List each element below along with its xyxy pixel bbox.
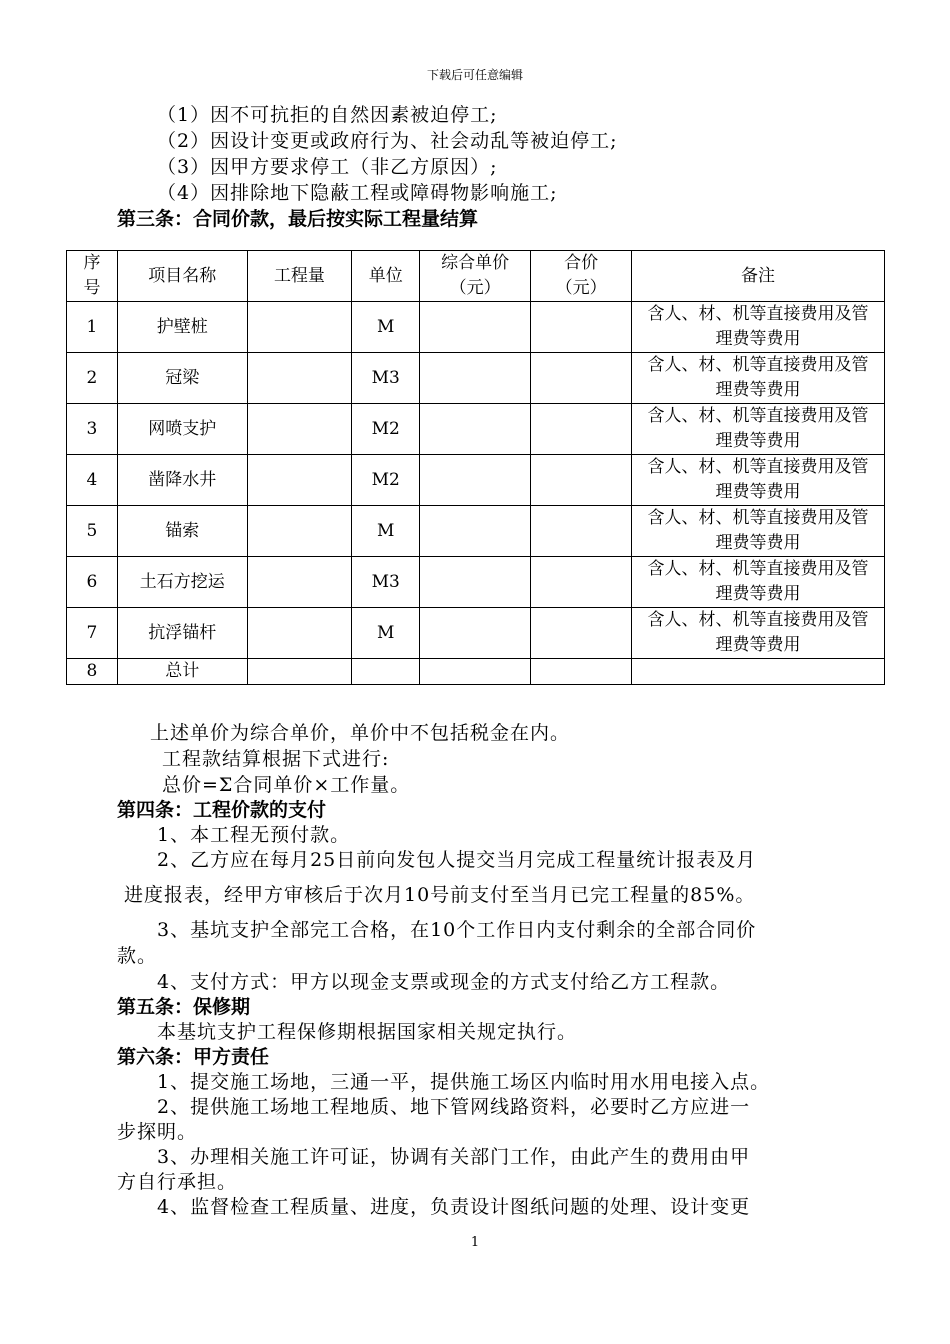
body-line: 总价=Σ合同单价×工作量。 <box>162 774 411 796</box>
table-row <box>67 506 885 557</box>
cell-seq: 8 <box>67 659 118 685</box>
table-header-row <box>67 251 885 302</box>
cell-seq: 5 <box>67 506 118 557</box>
cell-qty <box>247 353 352 404</box>
cell-unit: M <box>352 506 420 557</box>
body-line: 1、本工程无预付款。 <box>157 824 351 846</box>
body-line: 上述单价为综合单价，单价中不包括税金在内。 <box>150 722 571 744</box>
body-line: 2、乙方应在每月25日前向发包人提交当月完成工程量统计报表及月 <box>157 849 757 871</box>
cell-remark: 含人、材、机等直接费用及管理费等费用 <box>632 506 885 557</box>
body-line: 本基坑支护工程保修期根据国家相关规定执行。 <box>157 1021 578 1043</box>
cell-unit: M2 <box>352 455 420 506</box>
header-remark: 备注 <box>632 251 885 302</box>
cell-qty <box>247 557 352 608</box>
cell-unit-price <box>420 455 531 506</box>
clause-line: （2）因设计变更或政府行为、社会动乱等被迫停工; <box>157 130 618 152</box>
header-name: 项目名称 <box>117 251 247 302</box>
clause-line: （1）因不可抗拒的自然因素被迫停工; <box>157 104 498 126</box>
cell-remark: 含人、材、机等直接费用及管理费等费用 <box>632 557 885 608</box>
header-unit: 单位 <box>352 251 420 302</box>
cell-name: 总计 <box>117 659 247 685</box>
price-table <box>66 250 885 685</box>
page-header: 下载后可任意编辑 <box>426 68 523 82</box>
body-line: 3、办理相关施工许可证，协调有关部门工作，由此产生的费用由甲 <box>157 1146 751 1168</box>
body-line: 步探明。 <box>117 1121 198 1143</box>
cell-remark: 含人、材、机等直接费用及管理费等费用 <box>632 404 885 455</box>
cell-seq: 7 <box>67 608 118 659</box>
table-row <box>67 353 885 404</box>
table-row <box>67 302 885 353</box>
body-line: 方自行承担。 <box>117 1171 238 1193</box>
cell-unit-price <box>420 302 531 353</box>
cell-total <box>531 455 632 506</box>
cell-unit-price <box>420 608 531 659</box>
table-row <box>67 455 885 506</box>
cell-qty <box>247 302 352 353</box>
cell-seq: 1 <box>67 302 118 353</box>
cell-remark <box>632 659 885 685</box>
header-qty: 工程量 <box>247 251 352 302</box>
cell-name: 冠梁 <box>117 353 247 404</box>
cell-unit: M3 <box>352 557 420 608</box>
cell-qty <box>247 506 352 557</box>
cell-total <box>531 353 632 404</box>
table-total-row <box>67 659 885 685</box>
article5-heading: 第五条：保修期 <box>117 996 251 1018</box>
body-line: 4、监督检查工程质量、进度，负责设计图纸问题的处理、设计变更 <box>157 1196 751 1218</box>
cell-qty <box>247 455 352 506</box>
cell-seq: 2 <box>67 353 118 404</box>
cell-unit: M <box>352 302 420 353</box>
cell-total <box>531 302 632 353</box>
table-row <box>67 557 885 608</box>
cell-qty <box>247 404 352 455</box>
cell-remark: 含人、材、机等直接费用及管理费等费用 <box>632 302 885 353</box>
header-total: 合价（元） <box>531 251 632 302</box>
header-unit-price: 综合单价（元） <box>420 251 531 302</box>
table-row <box>67 608 885 659</box>
body-line: 款。 <box>117 945 158 967</box>
body-line: 3、基坑支护全部完工合格，在10个工作日内支付剩余的全部合同价 <box>157 919 757 941</box>
cell-remark: 含人、材、机等直接费用及管理费等费用 <box>632 455 885 506</box>
cell-qty <box>247 659 352 685</box>
cell-remark: 含人、材、机等直接费用及管理费等费用 <box>632 353 885 404</box>
cell-total <box>531 659 632 685</box>
cell-qty <box>247 608 352 659</box>
cell-seq: 4 <box>67 455 118 506</box>
cell-name: 抗浮锚杆 <box>117 608 247 659</box>
cell-name: 护壁桩 <box>117 302 247 353</box>
cell-unit: M3 <box>352 353 420 404</box>
cell-seq: 3 <box>67 404 118 455</box>
cell-name: 土石方挖运 <box>117 557 247 608</box>
cell-name: 锚索 <box>117 506 247 557</box>
cell-name: 网喷支护 <box>117 404 247 455</box>
clause-line: （4）因排除地下隐蔽工程或障碍物影响施工; <box>157 182 558 204</box>
body-line: 2、提供施工场地工程地质、地下管网线路资料，必要时乙方应进一 <box>157 1096 751 1118</box>
cell-unit-price <box>420 404 531 455</box>
cell-total <box>531 506 632 557</box>
cell-seq: 6 <box>67 557 118 608</box>
cell-unit-price <box>420 557 531 608</box>
header-seq: 序号 <box>67 251 118 302</box>
body-line: 4、支付方式：甲方以现金支票或现金的方式支付给乙方工程款。 <box>157 971 731 993</box>
cell-unit <box>352 659 420 685</box>
cell-unit-price <box>420 506 531 557</box>
body-line: 进度报表，经甲方审核后于次月10号前支付至当月已完工程量的85%。 <box>124 884 756 906</box>
article6-heading: 第六条：甲方责任 <box>117 1046 270 1068</box>
article4-heading: 第四条：工程价款的支付 <box>117 799 327 821</box>
clause-line: （3）因甲方要求停工（非乙方原因）; <box>157 156 498 178</box>
cell-total <box>531 608 632 659</box>
table-row <box>67 404 885 455</box>
cell-unit: M <box>352 608 420 659</box>
cell-total <box>531 557 632 608</box>
cell-name: 凿降水井 <box>117 455 247 506</box>
cell-unit: M2 <box>352 404 420 455</box>
body-line: 1、提交施工场地，三通一平，提供施工场区内临时用水用电接入点。 <box>157 1071 771 1093</box>
article3-heading: 第三条：合同价款，最后按实际工程量结算 <box>117 208 479 230</box>
cell-unit-price <box>420 353 531 404</box>
cell-unit-price <box>420 659 531 685</box>
cell-remark: 含人、材、机等直接费用及管理费等费用 <box>632 608 885 659</box>
body-line: 工程款结算根据下式进行: <box>162 748 390 770</box>
page-number: 1 <box>470 1235 480 1250</box>
cell-total <box>531 404 632 455</box>
